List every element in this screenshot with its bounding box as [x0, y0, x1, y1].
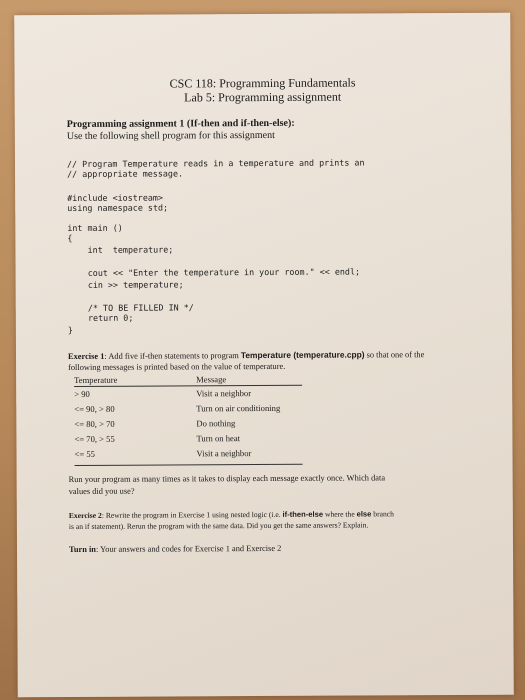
table-cell-message: Visit a neighbor — [196, 388, 252, 399]
turn-in-label: Turn in — [68, 544, 96, 555]
table-header-temperature: Temperature — [74, 374, 118, 385]
code-line: // appropriate message. — [67, 168, 184, 180]
code-line: // Program Temperature reads in a temperature and prints an — [66, 157, 365, 170]
table-rule-bottom — [75, 464, 303, 466]
exercise1-label: Exercise 1 — [67, 351, 105, 362]
table-cell-message: Turn on heat — [196, 433, 241, 444]
exercise2-kw1: if-then-else — [282, 509, 324, 519]
code-line: #include <iostream> — [67, 192, 164, 204]
lab-title: Lab 5: Programming assignment — [184, 89, 342, 105]
code-line: using namespace std; — [67, 202, 169, 214]
table-cell-temperature: <= 90, > 80 — [74, 403, 115, 414]
code-line: cout << "Enter the temperature in your room." << endl; — [67, 266, 361, 279]
assignment-title: Programming assignment 1 (If-then and if-then-else): — [66, 117, 295, 131]
exercise1-text-a: : Add five if-then statements to program — [104, 351, 241, 361]
table-cell-temperature: <= 55 — [74, 448, 95, 459]
table-cell-message: Do nothing — [196, 418, 236, 429]
code-line: int temperature; — [67, 244, 174, 256]
exercise1-line1 — [68, 349, 424, 361]
exercise1-line2: following messages is printed based on the value of temperature. — [68, 361, 286, 373]
exercise2-text-b: where the — [323, 509, 357, 519]
exercise2-text-a: : Rewrite the program in Exercise 1 using nested logic (i.e. — [101, 509, 283, 520]
table-cell-temperature: > 90 — [74, 388, 90, 399]
exercise2-text-c: branch — [371, 509, 394, 519]
code-line: return 0; — [67, 312, 134, 324]
exercise1-program-name: Temperature (temperature.cpp) — [240, 349, 365, 361]
exercise2-line1 — [69, 509, 394, 520]
exercise2-line2: is an if statement). Rerun the program with the same data. Did you get the same answers? Explain. — [68, 520, 369, 532]
code-line: { — [67, 233, 73, 244]
exercise2-label: Exercise 2 — [68, 510, 102, 521]
code-line: /* TO BE FILLED IN */ — [67, 302, 194, 314]
code-line: } — [67, 325, 73, 336]
code-line: int main () — [67, 222, 123, 234]
course-title: CSC 118: Programming Fundamentals — [169, 75, 356, 91]
table-cell-temperature: <= 70, > 55 — [74, 433, 115, 444]
table-cell-temperature: <= 80, > 70 — [74, 418, 115, 429]
run-text-line2: values did you use? — [68, 486, 135, 497]
exercise2-kw2: else — [356, 509, 372, 519]
turn-in-line — [69, 544, 281, 554]
run-text-line1: Run your program as many times as it takes to display each message exactly once. Which data — [68, 473, 386, 485]
table-rule-top — [74, 385, 302, 387]
worksheet-page — [14, 13, 514, 698]
assignment-intro: Use the following shell program for this assignment — [66, 129, 275, 143]
table-cell-message: Visit a neighbor — [196, 448, 252, 459]
table-header-message: Message — [196, 374, 227, 385]
table-cell-message: Turn on air conditioning — [196, 402, 281, 414]
turn-in-text: : Your answers and codes for Exercise 1 and Exercise 2 — [95, 543, 282, 554]
exercise1-text-b: so that one of the — [364, 350, 425, 360]
code-line: cin >> temperature; — [67, 279, 184, 291]
